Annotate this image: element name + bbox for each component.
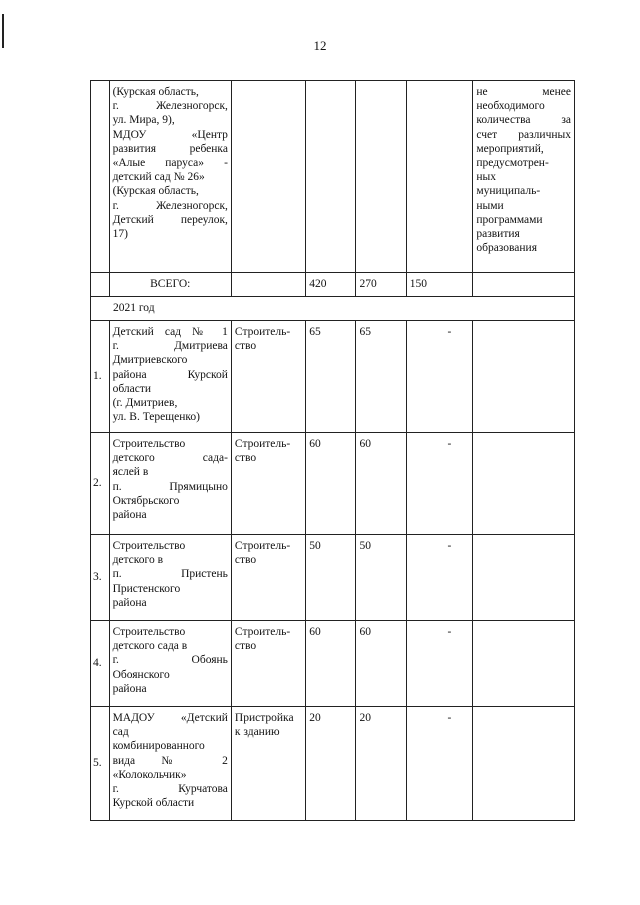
col-a-cell: 60 [306, 621, 356, 707]
row-number: 4. [91, 621, 110, 707]
text-line: ул. В. Терещенко) [112, 411, 200, 424]
object-cell [109, 535, 231, 621]
type-line: ство [234, 554, 257, 567]
page-number: 12 [313, 38, 327, 53]
col-a-cell [306, 81, 356, 273]
type-cell [231, 433, 305, 535]
text-line: развития [476, 228, 520, 241]
type-cell [231, 321, 305, 433]
object-cell [109, 321, 231, 433]
col-b-cell: 20 [356, 707, 406, 821]
text-line: 17) [112, 228, 128, 241]
col-c-cell [406, 321, 473, 433]
object-cell [109, 81, 231, 273]
text-line: «Алые паруса» - [112, 157, 228, 170]
object-cell [109, 433, 231, 535]
num-cell [91, 273, 110, 297]
total-col-a: 420 [306, 273, 356, 297]
text-line: г. Железногорск, [112, 199, 228, 212]
text-line: детского сада в [112, 640, 188, 653]
text-line: Строительство [112, 438, 186, 450]
text-line: предусмотрен- [476, 157, 549, 170]
text-line: количества за [476, 114, 571, 127]
total-label: ВСЕГО: [109, 273, 231, 297]
object-cell [109, 621, 231, 707]
text-line: яслей в [112, 466, 149, 479]
type-line: Строитель- [234, 438, 291, 450]
text-line: Октябрьского [112, 494, 180, 507]
col-b-cell [356, 81, 406, 273]
row-number: 1. [91, 321, 110, 433]
col-c-cell [406, 535, 473, 621]
text-line: Детский переулок, [112, 213, 228, 226]
text-line: п. Пристень [112, 568, 228, 581]
object-text [113, 85, 228, 241]
table-row [91, 535, 575, 621]
note-cell [473, 273, 575, 297]
col-a-cell: 60 [306, 433, 356, 535]
text-line: счет различных [476, 128, 571, 141]
type-line: ство [234, 640, 257, 653]
note-cell [473, 81, 575, 273]
type-line: Пристройка [234, 712, 294, 724]
text-line: образования [476, 242, 538, 255]
text-line: Строительство [112, 540, 186, 552]
col-b-cell: 65 [356, 321, 406, 433]
col-a-cell: 50 [306, 535, 356, 621]
text-line: (г. Дмитриев, [112, 397, 178, 410]
text-line: необходимого [476, 100, 545, 113]
text-line: п. Прямицыно [112, 480, 228, 493]
text-line: Обоянского [112, 668, 170, 681]
num-cell [91, 81, 110, 273]
text-line: программами [476, 213, 543, 226]
note-text [476, 85, 571, 255]
note-cell [473, 535, 575, 621]
table-row [91, 707, 575, 821]
text-line: комбинированного [112, 740, 205, 753]
text-line: детский сад № 26» [112, 171, 205, 184]
text-line: развития ребенка [112, 142, 228, 155]
text-line: Строительство [112, 626, 186, 638]
dash-value: - [447, 712, 452, 724]
text-line: г. Дмитриева [112, 340, 228, 353]
text-line: муниципаль- [476, 185, 541, 198]
text-line: не менее [476, 86, 571, 98]
type-line: Строитель- [234, 626, 291, 638]
dash-value: - [447, 626, 452, 638]
table-body [91, 81, 575, 821]
total-row [91, 273, 575, 297]
text-line: МАДОУ «Детский [112, 712, 228, 724]
type-cell [231, 273, 305, 297]
type-line: к зданию [234, 726, 280, 739]
table-row [91, 621, 575, 707]
table-row [91, 433, 575, 535]
dash-value: - [447, 438, 452, 450]
text-line: района [112, 596, 147, 609]
type-cell [231, 81, 305, 273]
dash-value: - [447, 540, 452, 552]
col-b-cell: 60 [356, 433, 406, 535]
text-line: детского сада- [112, 452, 228, 465]
text-line: «Колокольчик» [112, 768, 187, 781]
text-line: (Курская область, [112, 185, 199, 198]
type-line: ство [234, 452, 257, 465]
col-c-cell [406, 621, 473, 707]
dash-value: - [447, 326, 452, 338]
text-line: области [112, 382, 152, 395]
year-label: 2021 год [91, 297, 575, 321]
text-line: Курской области [112, 797, 195, 810]
row-number: 5. [91, 707, 110, 821]
col-c-cell [406, 81, 473, 273]
text-line: Пристенского [112, 582, 181, 595]
col-b-cell: 60 [356, 621, 406, 707]
note-cell [473, 433, 575, 535]
note-cell [473, 707, 575, 821]
text-line: ными [476, 199, 504, 212]
col-c-cell [406, 707, 473, 821]
text-line: ных [476, 171, 496, 184]
col-a-cell: 65 [306, 321, 356, 433]
col-a-cell: 20 [306, 707, 356, 821]
text-line: района [112, 509, 147, 522]
col-b-cell: 50 [356, 535, 406, 621]
text-line: Дмитриевского [112, 354, 188, 367]
table-row [91, 321, 575, 433]
text-line: МДОУ «Центр [112, 128, 228, 141]
text-line: г. Обоянь [112, 654, 228, 667]
object-cell [109, 707, 231, 821]
type-cell [231, 621, 305, 707]
text-line: г. Курчатова [112, 783, 228, 796]
text-line: вида № 2 [112, 754, 228, 767]
type-cell [231, 535, 305, 621]
total-col-b: 270 [356, 273, 406, 297]
row-number: 3. [91, 535, 110, 621]
total-col-c: 150 [406, 273, 473, 297]
construction-table [90, 80, 575, 821]
text-line: (Курская область, [112, 86, 199, 98]
text-line: мероприятий, [476, 142, 544, 155]
continuation-row [91, 81, 575, 273]
row-number: 2. [91, 433, 110, 535]
text-line: Детский сад № 1 [112, 326, 228, 338]
text-line: района Курской [112, 368, 228, 381]
type-line: ство [234, 340, 257, 353]
note-cell [473, 621, 575, 707]
year-row [91, 297, 575, 321]
text-line: района [112, 682, 147, 695]
text-line: г. Железногорск, [112, 100, 228, 113]
text-line: сад [112, 726, 129, 739]
type-line: Строитель- [234, 540, 291, 552]
text-line: ул. Мира, 9), [112, 114, 175, 127]
type-cell [231, 707, 305, 821]
text-line: детского в [112, 554, 164, 567]
type-line: Строитель- [234, 326, 291, 338]
note-cell [473, 321, 575, 433]
col-c-cell [406, 433, 473, 535]
